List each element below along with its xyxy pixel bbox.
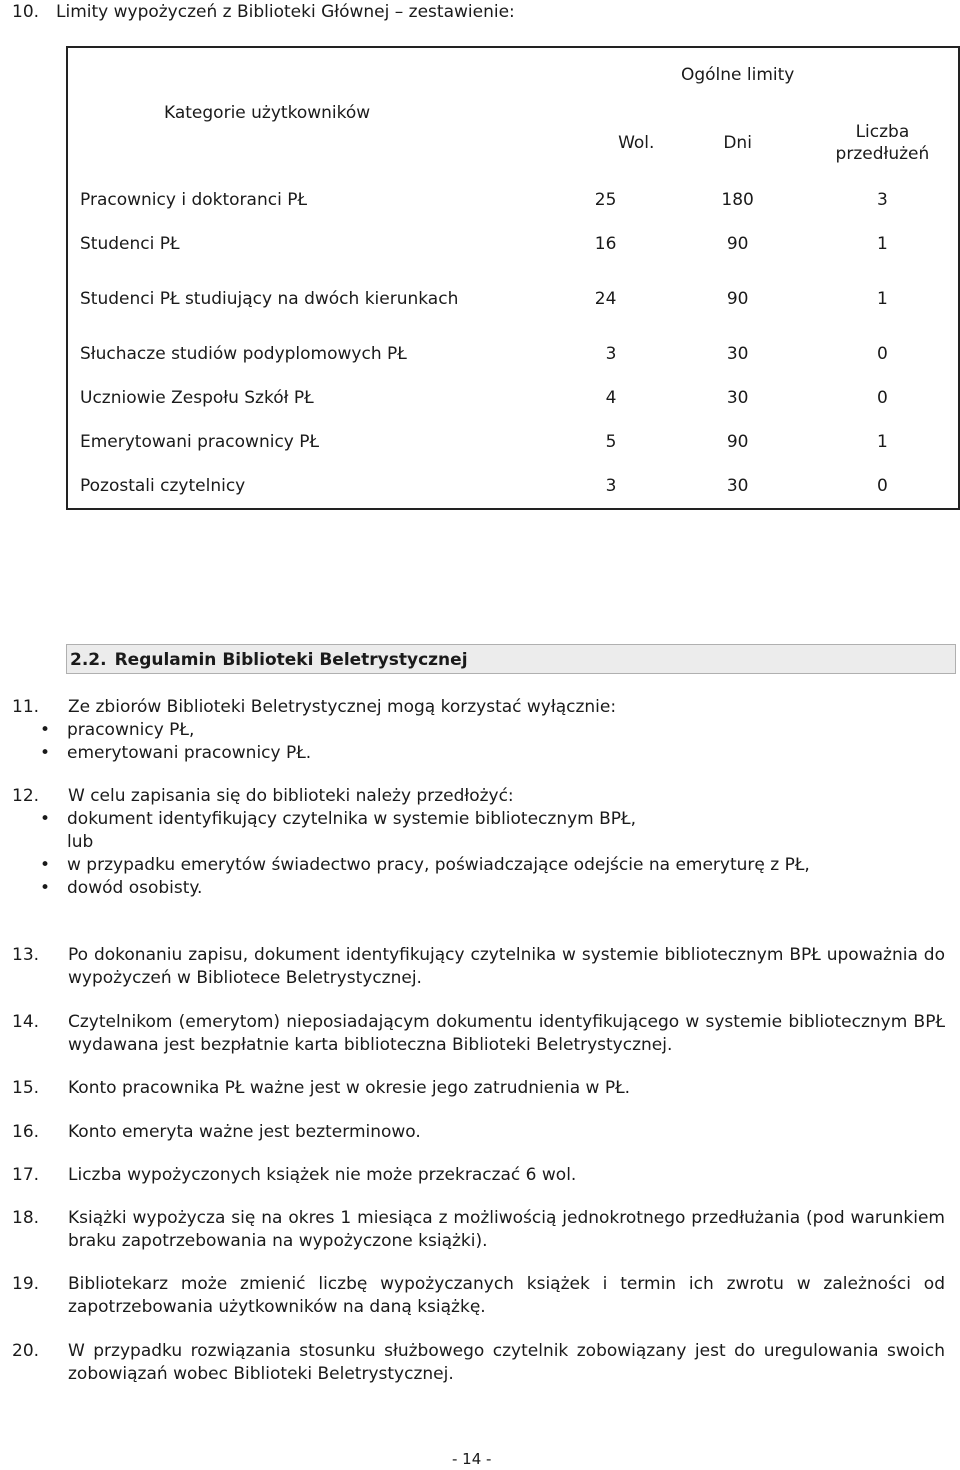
row-days: 90: [726, 432, 749, 452]
paragraph-number: 17.: [12, 1165, 40, 1185]
row-days: 180: [721, 190, 754, 210]
paragraph-18: [12, 1207, 945, 1253]
paragraph-number: 13.: [12, 945, 40, 965]
row-days: 30: [726, 388, 749, 408]
paragraph-20: [12, 1340, 945, 1386]
bullet-icon: •: [40, 809, 51, 829]
row-days: 90: [726, 234, 749, 254]
section-title: Regulamin Biblioteki Beletrystycznej: [114, 650, 468, 670]
row-ext: 3: [877, 190, 888, 210]
paragraph-text: Bibliotekarz może zmienić liczbę wypożyczanych książek i termin ich zwrotu w zależności od zapotrzebowania użytkowników na daną książkę.: [68, 1274, 945, 1317]
row-category: Pracownicy i doktoranci PŁ: [80, 190, 308, 210]
limits-table: [66, 46, 960, 510]
bullet-icon: •: [40, 878, 51, 898]
paragraph-19: [12, 1273, 945, 1319]
row-category: Słuchacze studiów podyplomowych PŁ: [80, 344, 407, 364]
table-row: [67, 464, 959, 509]
row-ext: 0: [877, 388, 888, 408]
item-10: [12, 2, 515, 22]
paragraph-11: [12, 696, 945, 765]
row-category: Studenci PŁ studiujący na dwóch kierunkach: [80, 289, 459, 309]
header-category: Kategorie użytkowników: [164, 103, 371, 123]
header-extensions: Liczba przedłużeń: [835, 122, 930, 164]
paragraph-number: 20.: [12, 1341, 40, 1361]
header-general-limits: Ogólne limity: [680, 65, 795, 85]
list-item: [12, 742, 945, 765]
table-row: [67, 376, 959, 420]
paragraph-text: Konto emeryta ważne jest bezterminowo.: [68, 1122, 421, 1142]
item-text: Limity wypożyczeń z Biblioteki Głównej – zestawienie:: [56, 2, 515, 22]
row-category: Studenci PŁ: [80, 234, 180, 254]
paragraph-text: Konto pracownika PŁ ważne jest w okresie jego zatrudnienia w PŁ.: [68, 1078, 631, 1098]
row-vol: 3: [605, 476, 617, 496]
row-days: 30: [726, 344, 749, 364]
bullet-icon: •: [40, 720, 51, 740]
paragraph-text: W przypadku rozwiązania stosunku służbowego czytelnik zobowiązany jest do uregulowania swoich zobowiązań wobec Biblioteki Beletrystycznej.: [68, 1341, 945, 1384]
page-number: - 14 -: [452, 1450, 492, 1468]
row-ext: 1: [877, 432, 888, 452]
list-item: [12, 831, 945, 854]
header-days: Dni: [723, 133, 752, 153]
row-ext: 0: [877, 476, 888, 496]
row-ext: 1: [877, 234, 888, 254]
paragraph-text: Ze zbiorów Biblioteki Beletrystycznej mogą korzystać wyłącznie:: [68, 697, 617, 717]
row-ext: 0: [877, 344, 888, 364]
bullet-list: [12, 719, 945, 765]
row-ext: 1: [877, 289, 888, 309]
row-category: Emerytowani pracownicy PŁ: [80, 432, 320, 452]
table-row: [67, 222, 959, 266]
paragraph-13: [12, 944, 945, 990]
bullet-list: [12, 808, 945, 900]
paragraph-number: 11.: [12, 697, 40, 717]
paragraph-12: [12, 785, 945, 900]
paragraph-number: 15.: [12, 1078, 40, 1098]
row-vol: 5: [605, 432, 617, 452]
paragraph-number: 14.: [12, 1012, 40, 1032]
list-item-text: pracownicy PŁ,: [67, 720, 195, 740]
paragraph-text: Książki wypożycza się na okres 1 miesiąca z możliwością jednokrotnego przedłużania (pod warunkiem braku zapotrzebowania na wypożyczone książki).: [68, 1208, 945, 1251]
section-number: 2.2.: [70, 650, 107, 670]
item-number: 10.: [12, 2, 40, 22]
row-category: Pozostali czytelnicy: [80, 476, 246, 496]
table-row: [67, 266, 959, 332]
table-header-row: [67, 47, 959, 108]
table-row: [67, 420, 959, 464]
paragraph-16: [12, 1121, 945, 1144]
row-days: 90: [726, 289, 749, 309]
paragraph-number: 18.: [12, 1208, 40, 1228]
paragraph-number: 16.: [12, 1122, 40, 1142]
paragraph-text: Czytelnikom (emerytom) nieposiadającym dokumentu identyfikującego w systemie bibliotecznym BPŁ wydawana jest bezpłatnie karta biblioteczna Biblioteki Beletrystycznej.: [68, 1012, 945, 1055]
list-item-text: lub: [67, 832, 94, 852]
table-row: [67, 178, 959, 222]
paragraph-text: Po dokonaniu zapisu, dokument identyfikujący czytelnika w systemie bibliotecznym BPŁ upoważnia do wypożyczeń w Bibliotece Beletrystycznej.: [68, 945, 945, 988]
row-vol: 3: [605, 344, 617, 364]
list-item: [12, 719, 945, 742]
table-row: [67, 332, 959, 376]
list-item-text: dokument identyfikujący czytelnika w systemie bibliotecznym BPŁ,: [67, 809, 636, 829]
paragraph-17: [12, 1164, 945, 1187]
paragraph-number: 12.: [12, 786, 40, 806]
list-item: [12, 877, 945, 900]
list-item: [12, 808, 945, 831]
bullet-icon: •: [40, 743, 51, 763]
paragraph-number: 19.: [12, 1274, 40, 1294]
paragraph-text: W celu zapisania się do biblioteki należy przedłożyć:: [68, 786, 514, 806]
list-item-text: w przypadku emerytów świadectwo pracy, poświadczające odejście na emeryturę z PŁ,: [67, 855, 810, 875]
list-item-text: dowód osobisty.: [67, 878, 203, 898]
row-days: 30: [726, 476, 749, 496]
paragraph-15: [12, 1077, 945, 1100]
paragraph-text: Liczba wypożyczonych książek nie może przekraczać 6 wol.: [68, 1165, 577, 1185]
list-item: [12, 854, 945, 877]
row-vol: 25: [594, 190, 617, 210]
row-vol: 16: [594, 234, 617, 254]
paragraph-14: [12, 1011, 945, 1057]
row-vol: 4: [605, 388, 617, 408]
section-heading: [66, 644, 956, 674]
row-category: Uczniowie Zespołu Szkół PŁ: [80, 388, 314, 408]
list-item-text: emerytowani pracownicy PŁ.: [67, 743, 312, 763]
header-vol: Wol.: [618, 133, 655, 153]
bullet-icon: •: [40, 855, 51, 875]
row-vol: 24: [594, 289, 617, 309]
